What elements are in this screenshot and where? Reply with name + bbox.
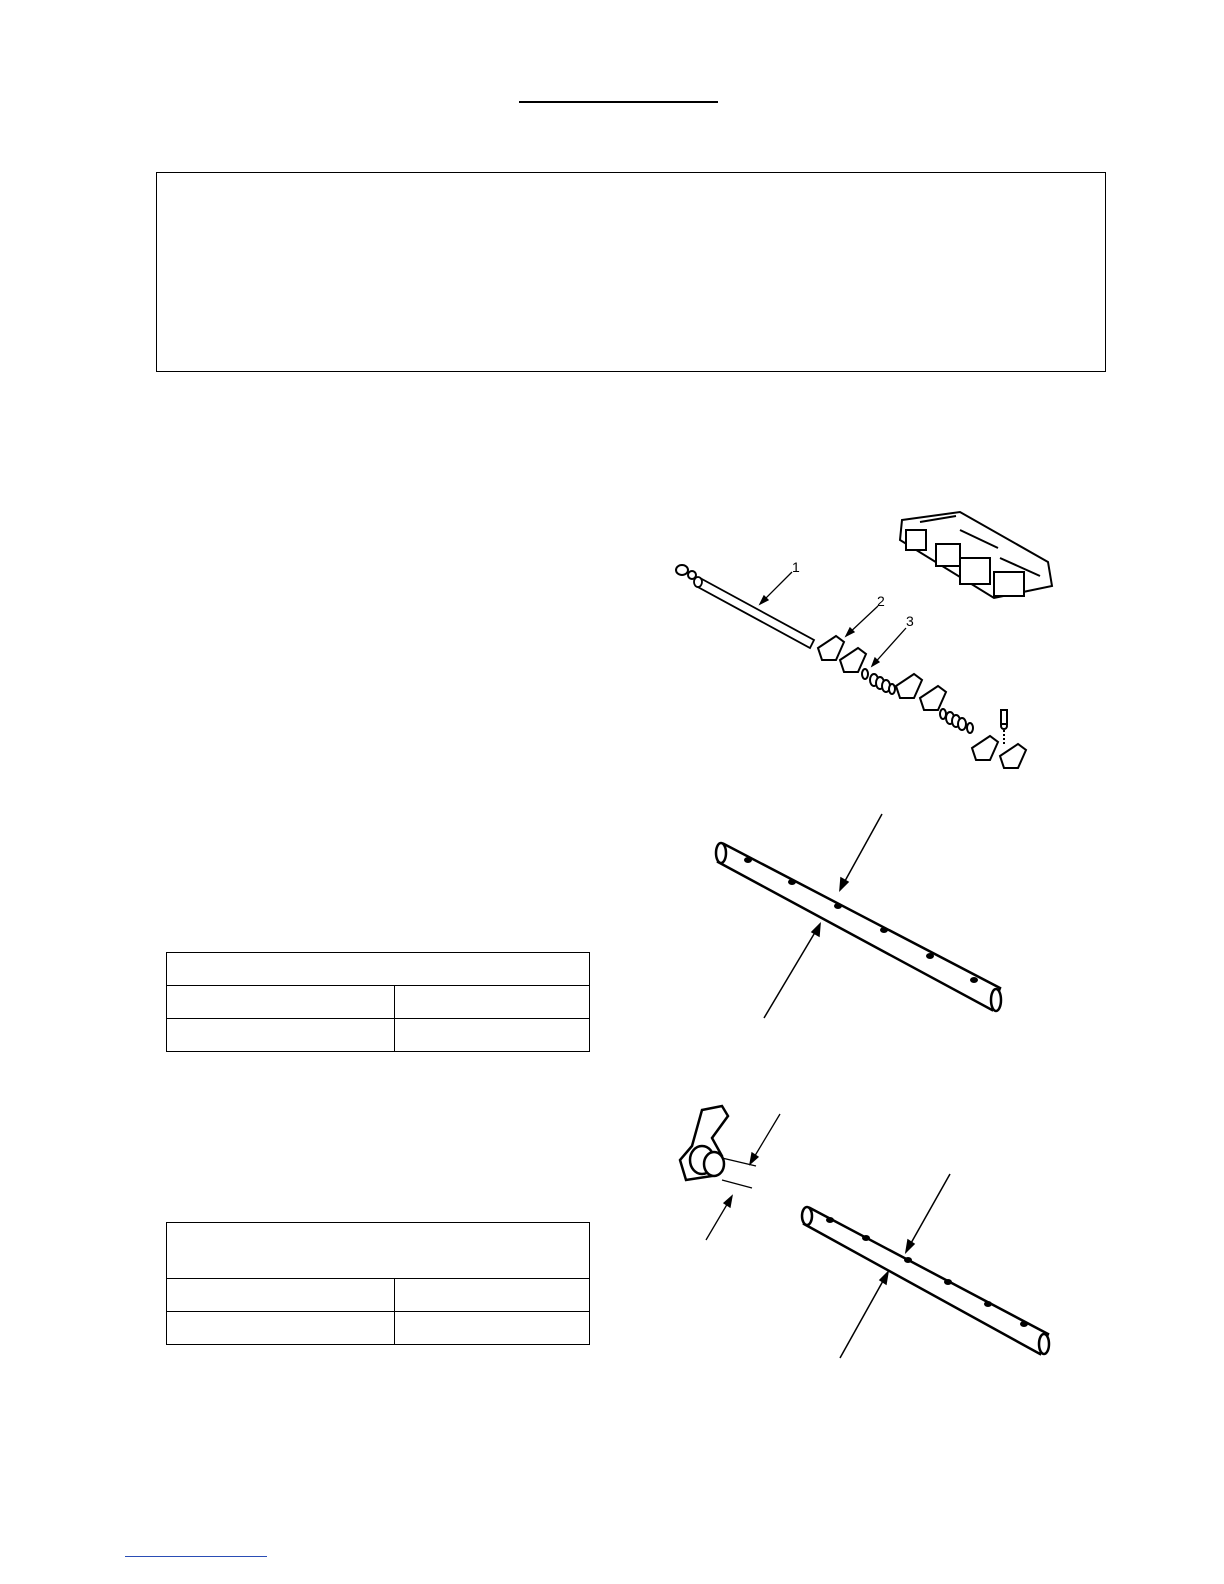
rocker-arm xyxy=(680,1106,728,1180)
table-cell xyxy=(167,1312,395,1345)
page-title-underline xyxy=(519,101,718,103)
rocker-clearance-figure xyxy=(668,1100,1068,1370)
callout-3: 3 xyxy=(906,613,914,629)
footer-link-underline[interactable] xyxy=(125,1556,267,1557)
rocker-shaft-exploded-diagram xyxy=(660,500,1060,780)
table-cell xyxy=(167,1019,395,1052)
table-cell xyxy=(167,986,395,1019)
rocker-housing xyxy=(900,512,1052,598)
table-cell xyxy=(395,1312,590,1345)
retaining-bolt xyxy=(1001,710,1007,744)
table-cell xyxy=(395,1019,590,1052)
table-header xyxy=(167,1223,590,1279)
spec-table-shaft-od xyxy=(166,952,590,1052)
shaft-body xyxy=(716,843,1001,1011)
rocker-clearance-diagram xyxy=(668,1100,1068,1370)
callout-1: 1 xyxy=(792,559,800,575)
rocker-arms xyxy=(818,636,1026,768)
shaft-diameter-figure xyxy=(700,800,1020,1030)
spec-table-clearance xyxy=(166,1222,590,1345)
shaft-body-2 xyxy=(802,1207,1049,1354)
table-cell xyxy=(167,1279,395,1312)
table-header xyxy=(167,953,590,986)
rocker-shaft-exploded-figure xyxy=(660,500,1060,780)
table-cell xyxy=(395,986,590,1019)
notice-box xyxy=(156,172,1106,372)
rocker-shaft xyxy=(694,577,814,648)
callout-2: 2 xyxy=(877,593,885,609)
end-washers xyxy=(676,565,696,579)
table-cell xyxy=(395,1279,590,1312)
shaft-diameter-diagram xyxy=(700,800,1020,1030)
